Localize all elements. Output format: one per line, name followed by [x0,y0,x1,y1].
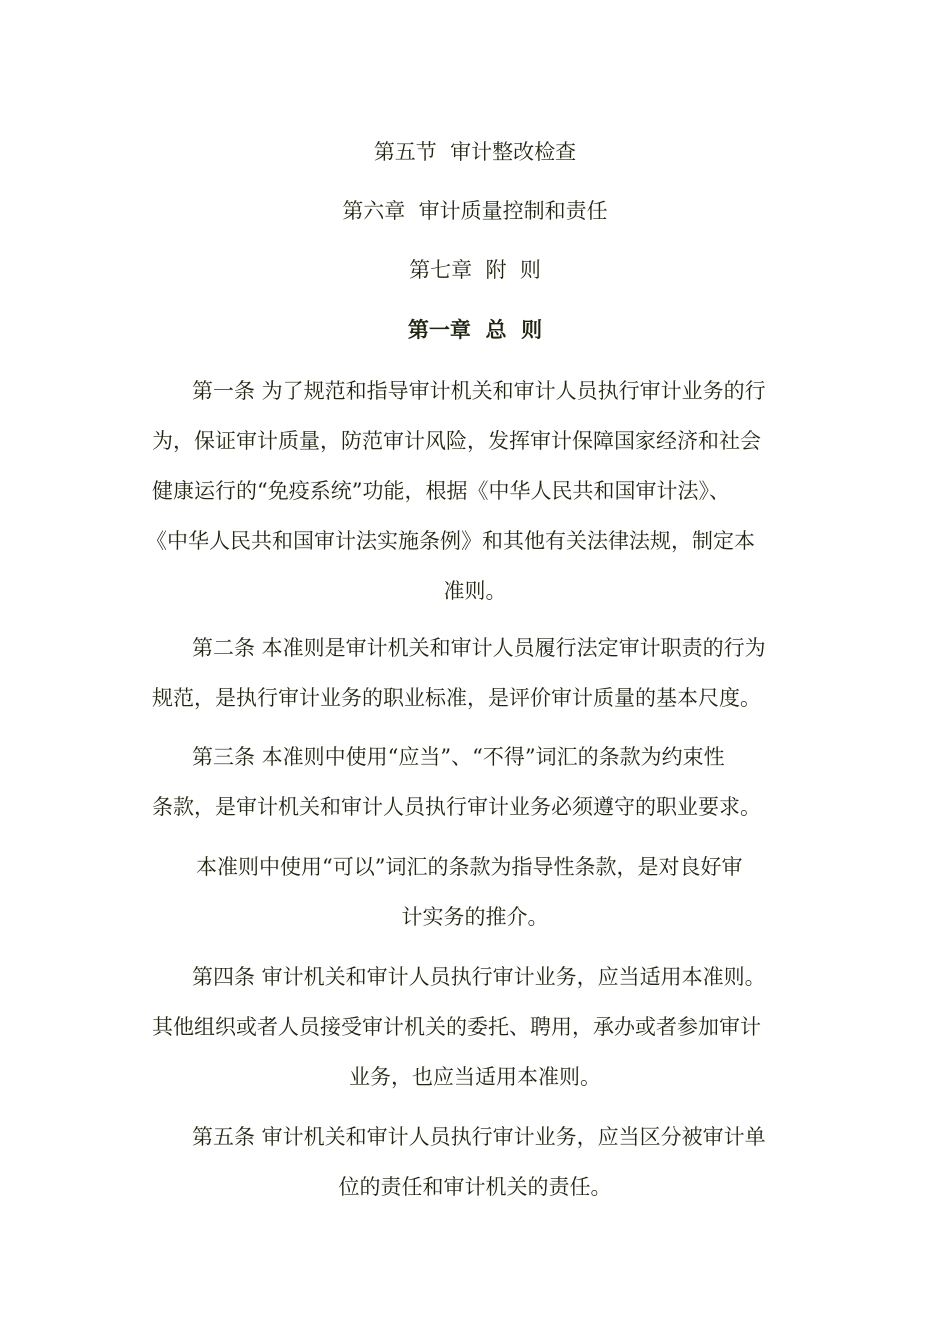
article-2-line-2: 规范，是执行审计业务的职业标准，是评价审计质量的基本尺度。 [152,686,761,710]
chapter-title: 第一章 总 则 [407,317,543,342]
article-4-line-1: 第四条 审计机关和审计人员执行审计业务，应当适用本准则。 [192,965,766,989]
article-1-line-1: 第一条 为了规范和指导审计机关和审计人员执行审计业务的行 [192,379,766,403]
article-1-line-4: 《中华人民共和国审计法实施条例》和其他有关法律法规，制定本 [146,529,755,553]
article-3-paragraph-2-line-1: 本准则中使用“可以”词汇的条款为指导性条款，是对良好审 [196,855,743,879]
article-1-line-2: 为，保证审计质量，防范审计风险，发挥审计保障国家经济和社会 [152,429,761,453]
article-4-line-3: 业务，也应当适用本准则。 [349,1065,601,1089]
toc-item-chapter-6: 第六章 审计质量控制和责任 [342,199,608,223]
toc-item-chapter-7: 第七章 附 则 [409,258,541,282]
toc-item-section-5: 第五节 审计整改检查 [373,140,577,164]
article-3-line-1: 第三条 本准则中使用“应当”、“不得”词汇的条款为约束性 [192,745,725,769]
article-3-line-2: 条款，是审计机关和审计人员执行审计业务必须遵守的职业要求。 [152,795,761,819]
article-1-line-5: 准则。 [443,579,507,603]
article-3-paragraph-2-line-2: 计实务的推介。 [401,905,549,929]
article-5-line-1: 第五条 审计机关和审计人员执行审计业务，应当区分被审计单 [192,1125,766,1149]
article-5-line-2: 位的责任和审计机关的责任。 [338,1175,612,1199]
article-4-line-2: 其他组织或者人员接受审计机关的委托、聘用，承办或者参加审计 [152,1015,761,1039]
article-2-line-1: 第二条 本准则是审计机关和审计人员履行法定审计职责的行为 [192,636,766,660]
article-1-line-3: 健康运行的“免疫系统”功能，根据《中华人民共和国审计法》、 [152,479,730,503]
